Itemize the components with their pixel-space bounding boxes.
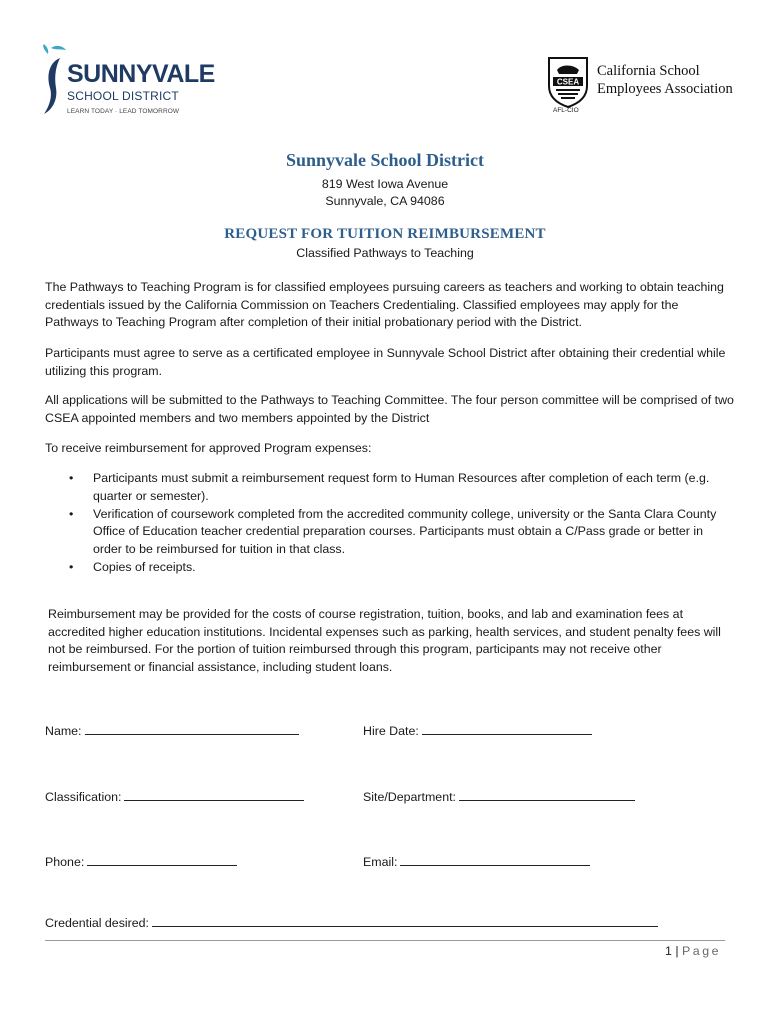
phone-label: Phone: <box>45 855 85 869</box>
email-input-line[interactable] <box>400 854 590 866</box>
csea-logo <box>543 56 733 122</box>
district-logo-subname: SCHOOL DISTRICT <box>67 89 179 103</box>
csea-name <box>597 62 733 98</box>
hire-date-label: Hire Date: <box>363 724 419 738</box>
phone-field <box>45 854 237 869</box>
district-title: Sunnyvale School District <box>285 150 485 170</box>
bullet-icon: • <box>69 506 74 521</box>
site-department-label: Site/Department: <box>363 790 456 804</box>
sunnyvale-district-logo <box>42 44 215 122</box>
page-number-value: 1 <box>665 944 672 958</box>
address-line-2: Sunnyvale, CA 94086 <box>325 194 445 208</box>
district-logo-name: SUNNYVALE <box>67 60 215 88</box>
page-word: Page <box>682 944 721 958</box>
list-item-text: Participants must submit a reimbursement request form to Human Resources after completion of each term (e.g. quarter or semester). <box>93 471 710 503</box>
credential-label: Credential desired: <box>45 916 150 930</box>
name-label: Name: <box>45 724 82 738</box>
requirements-list <box>45 470 735 577</box>
commitment-paragraph: Participants must agree to serve as a certificated employee in Sunnyvale School District after obtaining their credential while utilizing this program. <box>45 346 726 378</box>
hire-date-field <box>363 723 592 738</box>
committee-paragraph: All applications will be submitted to the Pathways to Teaching Committee. The four person committee will be comprised of two CSEA appointed members and two members appointed by the District <box>45 393 734 425</box>
site-department-input-line[interactable] <box>459 789 635 801</box>
intro-paragraph: The Pathways to Teaching Program is for classified employees pursuing careers as teachers and working to obtain teaching credentials issued by the California Commission on Teachers Credentialing. Classified employees may apply for the Pathways to Teaching Program after completion of their initial probationary period with the District. <box>45 280 724 329</box>
form-subtitle: Classified Pathways to Teaching <box>296 246 474 260</box>
list-item-text: Verification of coursework completed from the accredited community college, university or the Santa Clara County Office of Education teacher credential preparation courses. Participants must obtain a C/Pass grade or better in order to be reimbursed for tuition in that class. <box>93 506 717 557</box>
form-title: REQUEST FOR TUITION REIMBURSEMENT <box>224 226 546 242</box>
csea-name-line1: California School <box>597 63 700 79</box>
name-field <box>45 723 299 738</box>
csea-name-line2: Employees Association <box>597 81 733 97</box>
footer-divider <box>45 940 725 941</box>
classification-label: Classification: <box>45 790 122 804</box>
credential-input-line[interactable] <box>152 915 658 927</box>
classification-input-line[interactable] <box>124 789 304 801</box>
address-line-1: 819 West Iowa Avenue <box>321 177 449 191</box>
bullet-icon: • <box>69 559 74 574</box>
list-item <box>45 470 735 506</box>
email-field <box>363 854 590 869</box>
page-separator: | <box>675 944 679 958</box>
district-logo-tagline: LEARN TODAY · LEAD TOMORROW <box>67 108 180 115</box>
list-item <box>45 506 735 559</box>
site-department-field <box>363 789 635 804</box>
csea-shield-icon <box>545 56 591 108</box>
bullet-icon: • <box>69 471 74 485</box>
classification-field <box>45 789 304 804</box>
name-input-line[interactable] <box>85 723 299 735</box>
requirements-intro: To receive reimbursement for approved Program expenses: <box>45 441 372 455</box>
page-number <box>665 944 721 958</box>
credential-field <box>45 915 658 930</box>
hire-date-input-line[interactable] <box>422 723 592 735</box>
reimbursement-paragraph: Reimbursement may be provided for the costs of course registration, tuition, books, and lab and examination fees at accredited higher education institutions. Incidental expenses such as parking, health services, and student penalty fees will not be reimbursed. For the portion of tuition reimbursed through this program, participants may not receive other reimbursement or financial assistance, including student loans. <box>48 607 721 674</box>
svg-text:CSEA: CSEA <box>556 77 580 87</box>
csea-affiliation: AFL-CIO <box>553 107 579 114</box>
email-label: Email: <box>363 855 398 869</box>
list-item <box>45 559 735 577</box>
phone-input-line[interactable] <box>87 854 237 866</box>
list-item-text: Copies of receipts. <box>93 559 196 574</box>
